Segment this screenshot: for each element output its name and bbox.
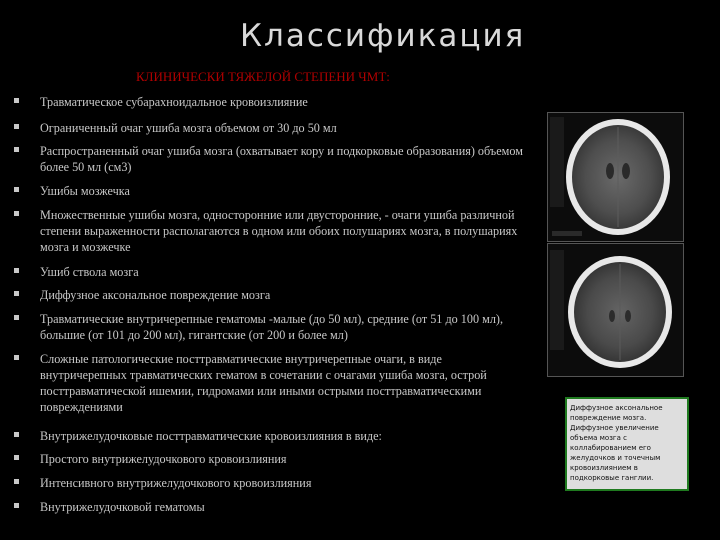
bullet-marker-icon <box>14 291 19 296</box>
bullet-marker-icon <box>14 124 19 129</box>
slide-subtitle: КЛИНИЧЕСКИ ТЯЖЕЛОЙ СТЕПЕНИ ЧМТ: <box>136 69 390 84</box>
image-caption: Диффузное аксональное повреждение мозга. Диффузное увеличение объема мозга с коллабированием его желудочков и точечным кровоизлиянием в подкорковые ганглии. <box>565 397 689 491</box>
list-item: Простого внутрижелудочкового кровоизлияния <box>40 452 287 466</box>
ct-scan-image <box>547 243 684 377</box>
list-item: Ограниченный очаг ушиба мозга объемом от 30 до 50 мл <box>40 121 337 135</box>
bullet-marker-icon <box>14 432 19 437</box>
slide-title: Классификация <box>240 18 526 54</box>
bullet-marker-icon <box>14 268 19 273</box>
list-item: Ушибы мозжечка <box>40 184 130 198</box>
bullet-marker-icon <box>14 187 19 192</box>
list-item: Внутрижелудочковые посттравматические кровоизлияния в виде: <box>40 429 382 443</box>
bullet-marker-icon <box>14 147 19 152</box>
bullet-marker-icon <box>14 355 19 360</box>
list-item: Ушиб ствола мозга <box>40 265 139 279</box>
ct-scan-image <box>547 112 684 242</box>
bullet-marker-icon <box>14 98 19 103</box>
list-item: Сложные патологические посттравматические внутричерепные очаги, в виде внутричерепных травматических гематом в сочетании с очагами ушиба мозга, острой посттравматической ишемии, гидромами или иными острыми посттравматическими повреждениями <box>40 352 487 414</box>
list-item: Диффузное аксональное повреждение мозга <box>40 288 271 302</box>
bullet-marker-icon <box>14 479 19 484</box>
bullet-marker-icon <box>14 455 19 460</box>
bullet-marker-icon <box>14 315 19 320</box>
list-item: Травматические внутричерепные гематомы -малые (до 50 мл), средние (от 51 до 100 мл), большие (от 101 до 200 мл), гигантские (от 200 и более мл) <box>40 312 504 342</box>
list-item: Распространенный очаг ушиба мозга (охватывает кору и подкорковые образования) объемом более 50 мл (см3) <box>40 144 523 174</box>
list-item: Внутрижелудочковой гематомы <box>40 500 205 514</box>
bullet-marker-icon <box>14 503 19 508</box>
list-item: Интенсивного внутрижелудочкового кровоизлияния <box>40 476 312 490</box>
bullet-marker-icon <box>14 211 19 216</box>
list-item: Множественные ушибы мозга, односторонние или двусторонние, - очаги ушиба различной степени выраженности располагаются в одном или обоих полушариях мозга, в полушариях мозга и мозжечке <box>40 208 518 254</box>
list-item: Травматическое субарахноидальное кровоизлияние <box>40 95 308 109</box>
